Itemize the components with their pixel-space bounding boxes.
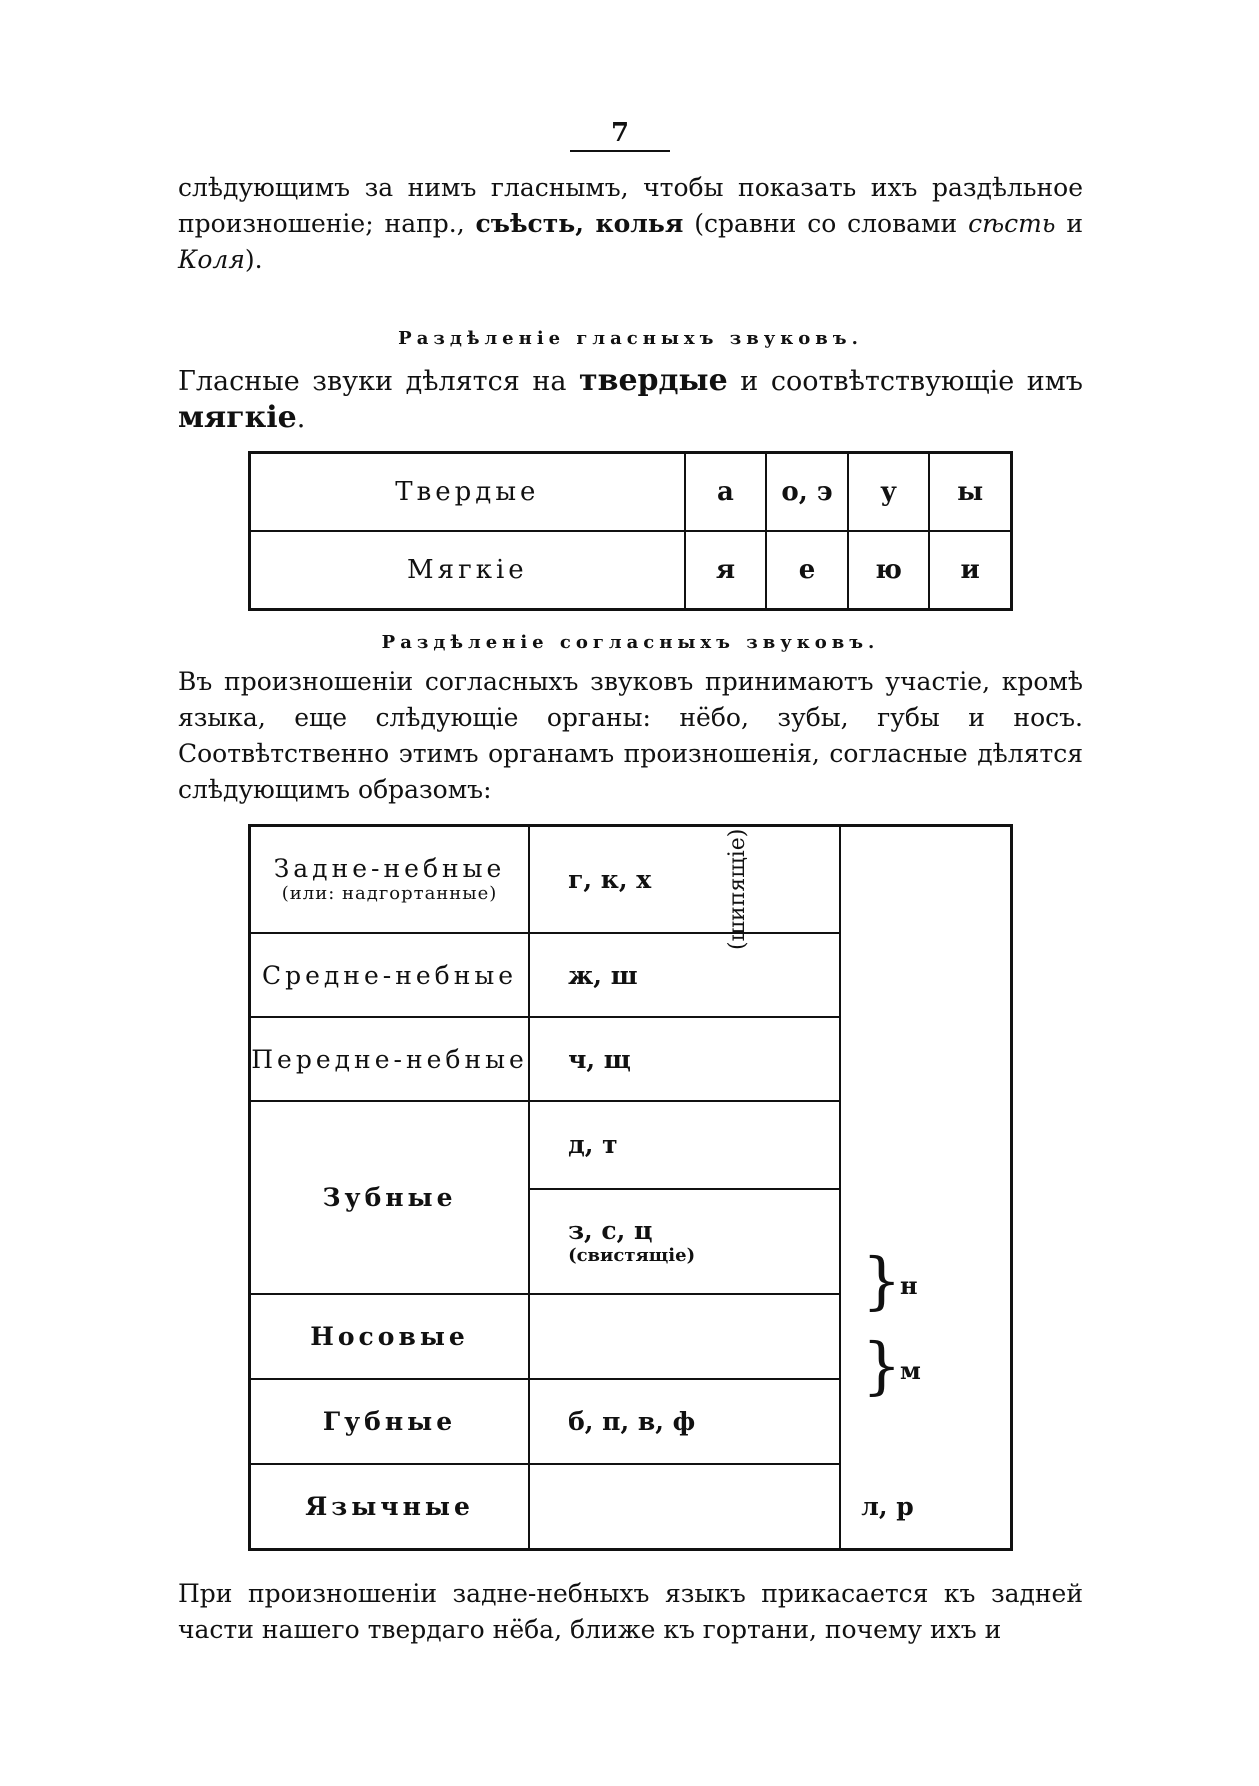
vowel-cell: е — [766, 531, 848, 610]
lingual-name: Язычные — [250, 1464, 530, 1549]
dental-sounds-1: д, т — [529, 1101, 840, 1188]
vowel-row-hard — [250, 453, 1012, 532]
labial-sounds: б, п, в, ф — [529, 1379, 840, 1464]
vowel-cell: о, э — [766, 453, 848, 532]
vowel-cell: и — [929, 531, 1011, 610]
brace-label-n: н — [900, 1271, 918, 1300]
mid-palatal-name: Средне-небные — [250, 933, 530, 1017]
nasal-name: Носовые — [250, 1294, 530, 1379]
back-palatal-name: Задне-небные (или: надгортанные) — [250, 826, 530, 933]
lingual-sounds: л, р — [840, 1464, 1011, 1549]
brace-nasal-m: } — [862, 1329, 902, 1402]
dental-sounds-2: з, с, ц (свистящіе) — [529, 1189, 840, 1294]
brace-nasal-n: } — [862, 1244, 902, 1317]
consonant-table — [248, 824, 1013, 1551]
vowel-table — [248, 451, 1013, 611]
dental-name: Зубные — [250, 1101, 530, 1294]
consonant-section-heading: Раздѣленіе согласныхъ звуковъ. — [381, 632, 880, 653]
vowel-cell: я — [685, 531, 767, 610]
nasal-sounds — [529, 1294, 840, 1379]
vowel-section-heading: Раздѣленіе гласныхъ звуковъ. — [398, 328, 863, 349]
lingual-empty — [529, 1464, 840, 1549]
mid-palatal-sounds: ж, ш — [529, 933, 840, 1017]
vowel-row-soft — [250, 531, 1012, 610]
brace-label-m: м — [900, 1356, 921, 1385]
soft-label: Мягкіе — [250, 531, 685, 610]
consonant-paragraph: Въ произношеніи согласныхъ звуковъ принимаютъ участіе, кромѣ языка, еще слѣдующіе органы: нёбо, зубы, губы и носъ. Соотвѣтственно этимъ органамъ произношенія, согласные дѣлятся слѣдующимъ образомъ: — [178, 667, 1083, 804]
back-palatal-sounds: г, к, х — [529, 826, 840, 933]
vowel-cell: ы — [929, 453, 1011, 532]
page-number: 7 — [570, 120, 670, 152]
intro-paragraph: слѣдующимъ за нимъ гласнымъ, чтобы показать ихъ раздѣльное произношеніе; напр., съѣсть, колья (сравни со словами сѣсть и Коля). — [178, 173, 1084, 274]
row-back-palatal — [250, 826, 1012, 933]
closing-paragraph: При произношеніи задне-небныхъ языкъ прикасается къ задней части нашего твердаго нёба, ближе къ гортани, почему ихъ и — [178, 1579, 1083, 1644]
vowel-cell: а — [685, 453, 767, 532]
labial-name: Губные — [250, 1379, 530, 1464]
front-palatal-name: Передне-небные — [250, 1017, 530, 1101]
vowel-cell: ю — [848, 531, 930, 610]
front-palatal-sounds: ч, щ — [529, 1017, 840, 1101]
row-lingual — [250, 1464, 1012, 1549]
vowel-cell: у — [848, 453, 930, 532]
vowel-paragraph: Гласные звуки дѣлятся на твердые и соотвѣтствующіе имъ мягкіе. — [178, 363, 1083, 435]
hard-label: Твердые — [250, 453, 685, 532]
hissing-label: (шипящіе) — [725, 828, 750, 950]
